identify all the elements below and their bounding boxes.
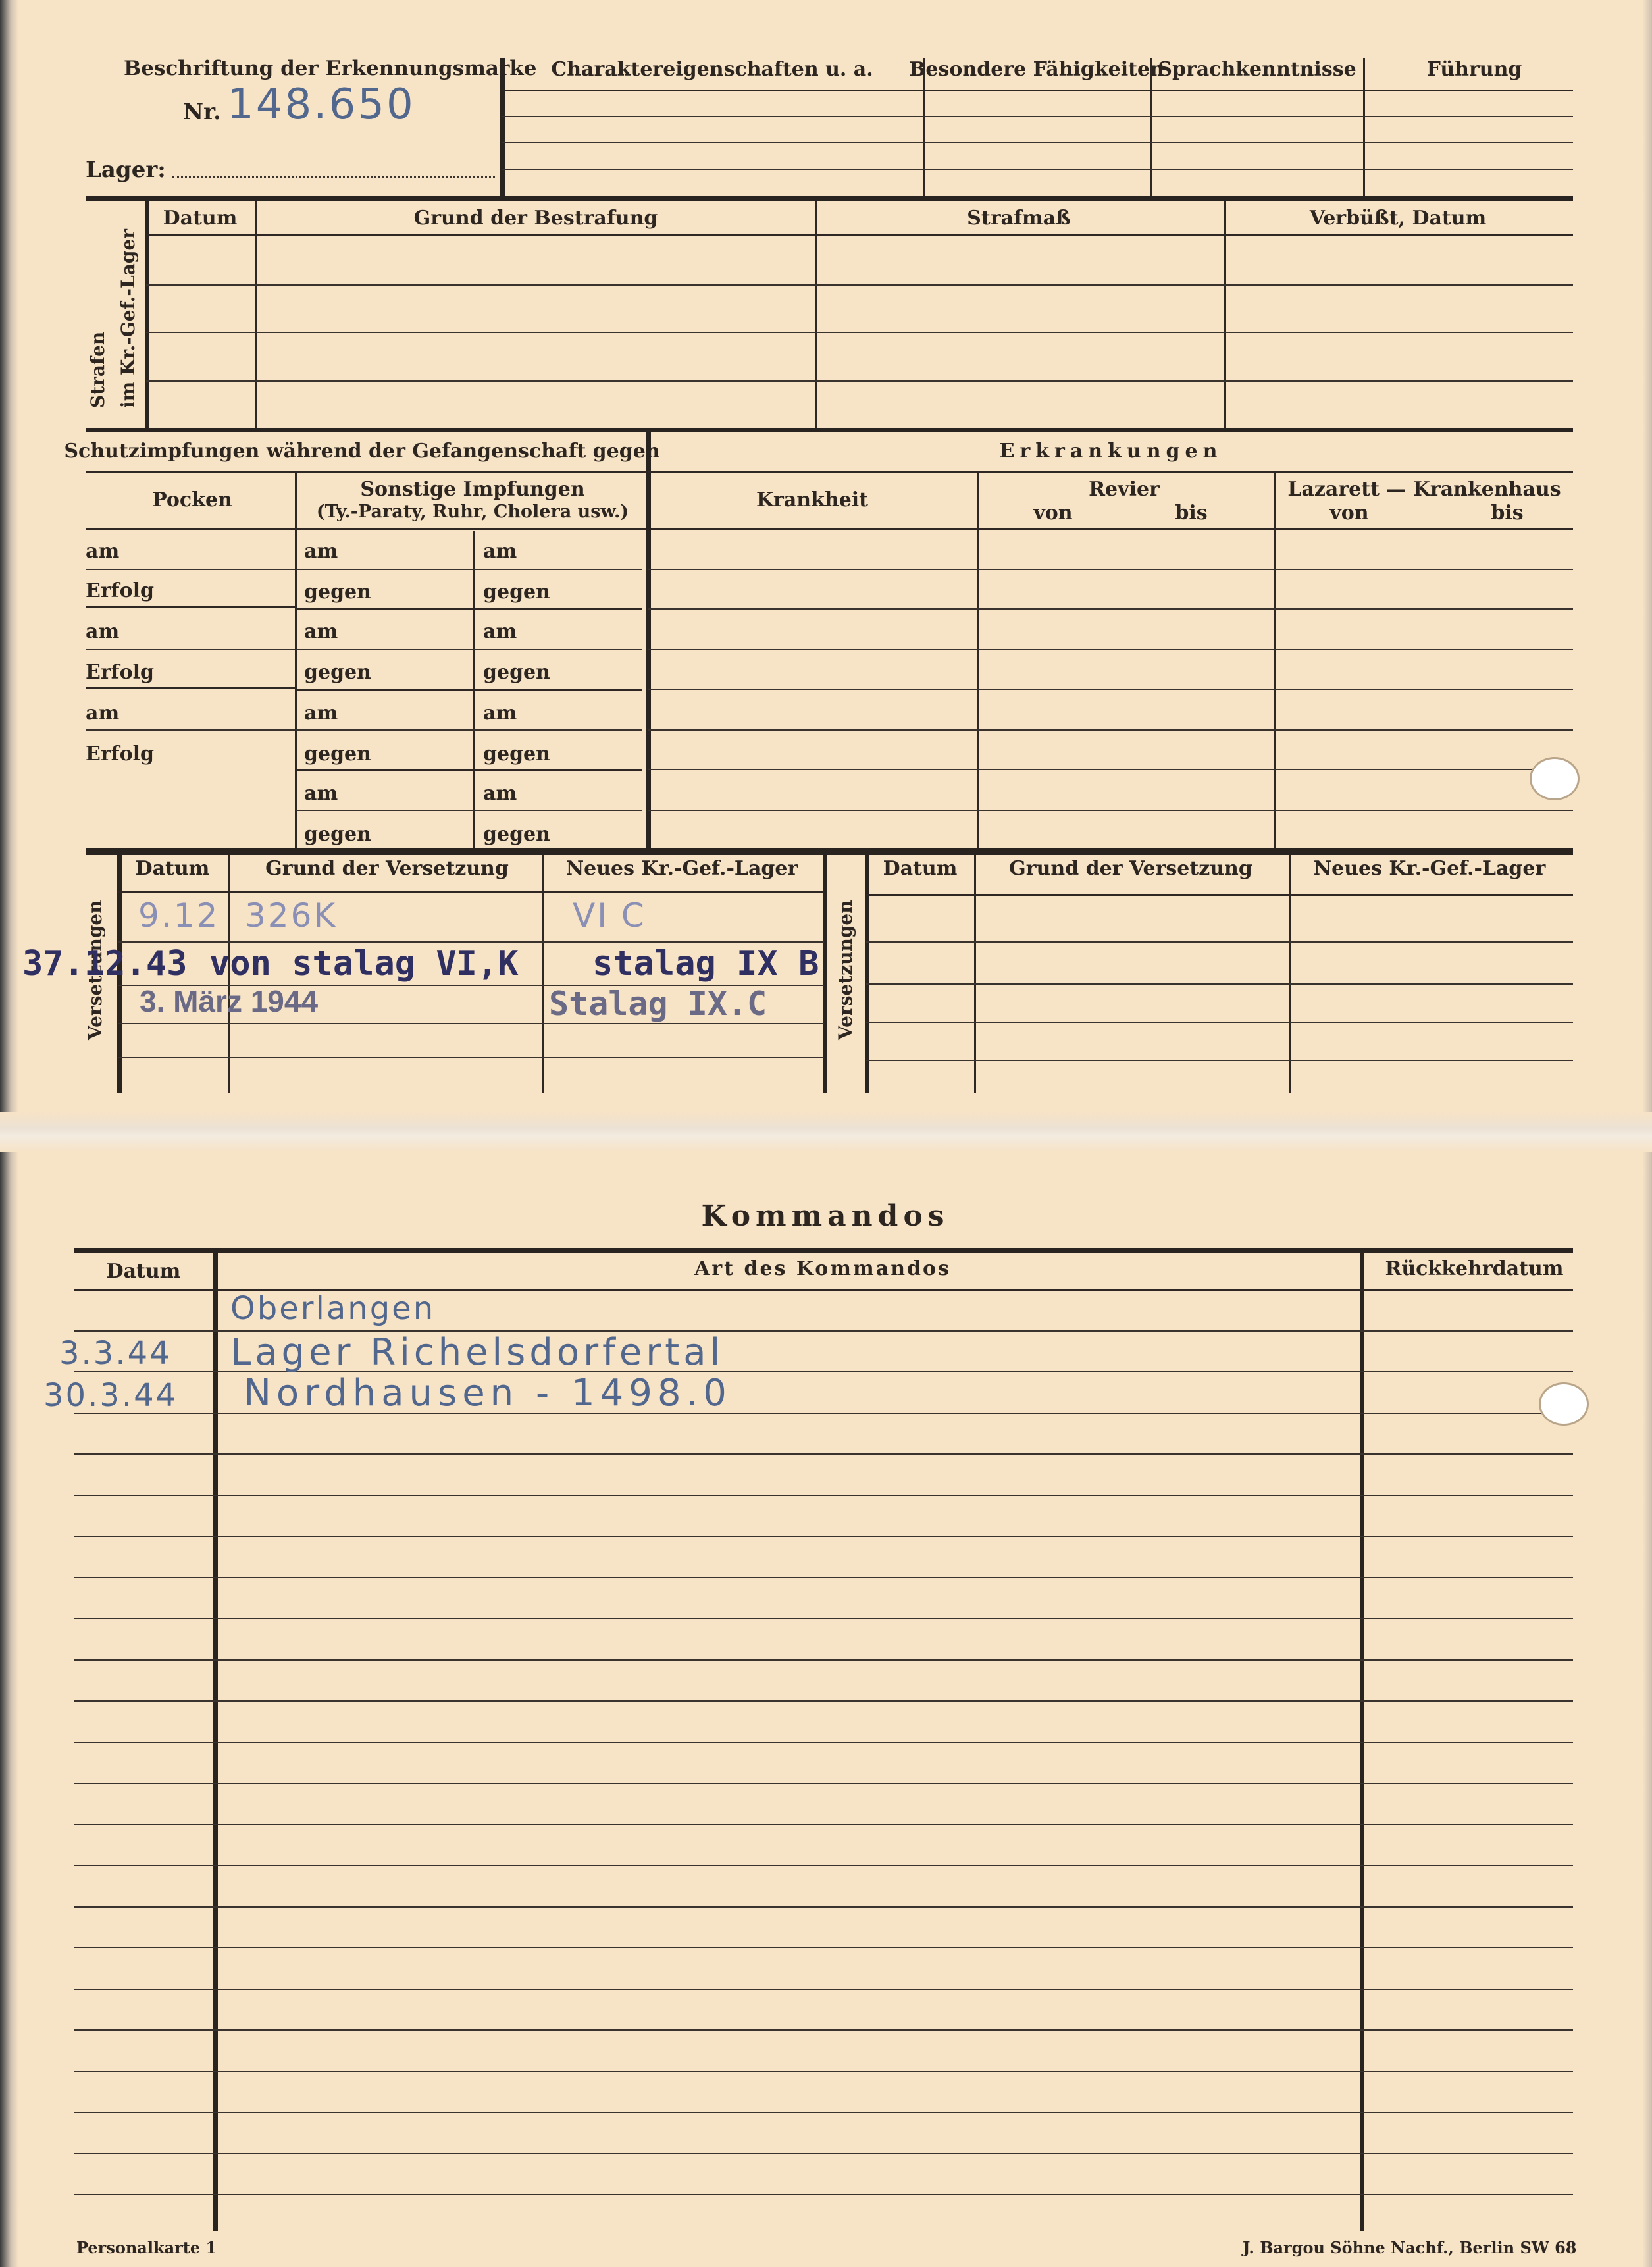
impfungen-header-line: [86, 528, 1573, 530]
versetzungen-col-line: [542, 850, 544, 1093]
col-krankheit: Krankheit: [756, 488, 869, 511]
versetzungen-side-label-right: Versetzungen: [835, 900, 856, 1040]
lager-dotted-line: [172, 176, 495, 178]
vers-col-datum-right: Datum: [883, 857, 958, 880]
row-line: [86, 729, 295, 731]
kommando-row-line: [74, 1495, 1573, 1496]
sonstige-row: gegen: [304, 581, 371, 604]
row-line: [118, 891, 824, 893]
row-line: [296, 689, 642, 691]
pocken-row: am: [86, 620, 120, 643]
sonstige-row: gegen: [304, 661, 371, 684]
col-pocken: Pocken: [152, 488, 232, 511]
erkrankungen-divider: [646, 429, 651, 848]
row-line: [118, 941, 824, 943]
kommando-row-line: [74, 2112, 1573, 2113]
row-line: [118, 1023, 824, 1024]
kommando-row-line: [74, 2153, 1573, 2154]
kommandos-top-border: [74, 1248, 1573, 1253]
strafen-col-verbuesst: Verbüßt, Datum: [1309, 207, 1487, 230]
marke-label: Beschriftung der Erkennungsmarke: [124, 57, 537, 80]
vers-col-lager-right: Neues Kr.-Gef.-Lager: [1313, 857, 1546, 880]
nr-label: Nr.: [183, 99, 221, 125]
row-line: [296, 769, 642, 771]
sonstige-row: am: [483, 540, 517, 563]
kommandos-title: Kommandos: [701, 1199, 950, 1233]
sonstige-row: gegen: [483, 743, 550, 766]
row-line: [296, 608, 642, 610]
header-row-line: [502, 90, 1573, 91]
stamp-text-1: von stalag VI,K: [209, 944, 519, 983]
kommando-datum: 30.3.44: [43, 1377, 178, 1414]
footer-left: Personalkarte 1: [76, 2238, 217, 2257]
row-line: [86, 649, 295, 650]
kommandos-col-art: Art des Kommandos: [694, 1257, 951, 1280]
section-border: [86, 196, 1573, 201]
row-line: [648, 810, 1573, 811]
strafen-col-grund: Grund der Bestrafung: [413, 207, 658, 230]
pocken-row: am: [86, 540, 120, 563]
row-line: [866, 1060, 1573, 1061]
kommando-row-line: [74, 2071, 1573, 2072]
row-line: [648, 729, 1573, 731]
kommando-row-line: [74, 1742, 1573, 1743]
sonstige-row: am: [304, 540, 338, 563]
strafen-row-line: [146, 284, 1573, 286]
row-line: [866, 894, 1573, 896]
strafen-row-line: [146, 234, 1573, 236]
fold-line: [0, 1112, 1652, 1152]
strafen-col-datum: Datum: [163, 207, 238, 230]
kommando-row-line: [74, 1783, 1573, 1784]
lager-label: Lager:: [86, 157, 166, 183]
strafen-side-label-1: Strafen: [87, 331, 109, 408]
kommandos-col-datum: Datum: [106, 1260, 181, 1283]
kommando-row-line: [74, 1536, 1573, 1537]
kommando-datum: 3.3.44: [59, 1335, 172, 1372]
erkrankungen-title: Erkrankungen: [999, 440, 1223, 463]
header-col-line: [1363, 58, 1365, 197]
vers-hand-lager: VI C: [573, 897, 646, 935]
col-fuehrung: Führung: [1426, 58, 1522, 81]
sonstige-row: gegen: [304, 743, 371, 766]
strafen-side-label-2: im Kr.-Gef.-Lager: [117, 228, 139, 408]
sonstige-row: am: [483, 702, 517, 725]
row-line: [296, 569, 642, 570]
row-line: [86, 569, 295, 570]
versetzungen-col-line: [974, 850, 976, 1093]
vers-col-lager-left: Neues Kr.-Gef.-Lager: [565, 857, 798, 880]
nr-value: 148.650: [227, 80, 415, 129]
kommando-art: Oberlangen: [230, 1290, 436, 1327]
sonstige-row: am: [304, 702, 338, 725]
sonstige-row: gegen: [304, 823, 371, 846]
header-row-line: [502, 116, 1573, 117]
pocken-row: Erfolg: [86, 661, 154, 684]
stamp-lager-1: stalag IX B: [592, 944, 819, 983]
section-border: [86, 850, 1573, 855]
row-line: [118, 1057, 824, 1058]
punch-hole: [1539, 1382, 1589, 1426]
col-revier: Revier: [1089, 478, 1160, 501]
versetzungen-col-line: [1289, 850, 1291, 1093]
pocken-row: Erfolg: [86, 579, 154, 602]
punch-hole: [1530, 757, 1580, 800]
row-line: [866, 983, 1573, 985]
sonstige-row: am: [304, 782, 338, 805]
row-line: [296, 810, 642, 811]
row-line: [648, 649, 1573, 650]
kommando-row-line: [74, 1577, 1573, 1578]
erkrankungen-title-line: [648, 471, 1573, 473]
sonstige-row: gegen: [483, 823, 550, 846]
strafen-col-strafmass: Strafmaß: [967, 207, 1071, 230]
kommando-art: Lager Richelsdorfertal: [230, 1331, 725, 1374]
stamp-date-1: 37.12.43: [22, 944, 188, 983]
row-line: [648, 569, 1573, 570]
kommando-row-line: [74, 1989, 1573, 1990]
header-divider: [500, 58, 505, 197]
stamp-date-2: 3. März 1944: [140, 984, 319, 1018]
row-line: [866, 1022, 1573, 1023]
kommando-row-line: [74, 2194, 1573, 2195]
col-lazarett: Lazarett — Krankenhaus: [1287, 478, 1561, 501]
pocken-row: am: [86, 702, 120, 725]
impfungen-title-line: [86, 471, 648, 473]
pocken-row: Erfolg: [86, 743, 154, 766]
row-line: [866, 941, 1573, 943]
strafen-row-line: [146, 380, 1573, 382]
kommando-row-line: [74, 1865, 1573, 1866]
kommando-row-line: [74, 1659, 1573, 1661]
stamp-lager-2: Stalag IX.C: [549, 985, 767, 1023]
section-border: [86, 428, 1573, 432]
kommandos-col-rueckkehr: Rückkehrdatum: [1385, 1257, 1564, 1280]
kommando-row-line: [74, 1947, 1573, 1948]
kommando-row-line: [74, 1453, 1573, 1455]
erkrankungen-col-line: [977, 473, 979, 848]
kommando-row-line: [74, 1618, 1573, 1619]
row-line: [648, 608, 1573, 610]
col-charakter: Charaktereigenschaften u. a.: [551, 58, 873, 81]
sonstige-row: am: [483, 782, 517, 805]
strafen-row-line: [146, 332, 1573, 333]
header-row-line: [502, 169, 1573, 170]
row-line: [86, 687, 295, 689]
vers-hand-grund: 326K: [245, 897, 338, 935]
kommando-art: Nordhausen - 1498.0: [244, 1372, 732, 1415]
col-sonstige-2: (Ty.-Paraty, Ruhr, Cholera usw.): [316, 502, 629, 522]
sonstige-row: gegen: [483, 661, 550, 684]
col-sonstige-1: Sonstige Impfungen: [360, 478, 585, 501]
revier-bis: bis: [1175, 502, 1208, 525]
row-line: [296, 649, 642, 650]
footer-right: J. Bargou Söhne Nachf., Berlin SW 68: [1243, 2238, 1577, 2257]
lazarett-von: von: [1329, 502, 1369, 525]
row-line: [86, 606, 295, 608]
sonstige-row: am: [304, 620, 338, 643]
erkrankungen-col-line: [1274, 473, 1276, 848]
col-sprachen: Sprachkenntnisse: [1158, 58, 1356, 81]
vers-col-grund-right: Grund der Versetzung: [1009, 857, 1252, 880]
row-line: [648, 689, 1573, 690]
kommando-row-line: [74, 1824, 1573, 1825]
vers-col-datum-left: Datum: [135, 857, 210, 880]
sonstige-row: gegen: [483, 581, 550, 604]
versetzungen-col-line: [823, 850, 827, 1093]
row-line: [648, 769, 1573, 770]
revier-von: von: [1033, 502, 1073, 525]
kommando-row-line: [74, 1906, 1573, 1908]
sonstige-row: am: [483, 620, 517, 643]
row-line: [296, 729, 642, 731]
header-row-line: [502, 142, 1573, 143]
col-faehigkeiten: Besondere Fähigkeiten: [909, 58, 1164, 81]
impfungen-title: Schutzimpfungen während der Gefangenschaft gegen: [64, 440, 660, 463]
vers-col-grund-left: Grund der Versetzung: [265, 857, 509, 880]
versetzungen-col-line: [865, 850, 869, 1093]
kommando-row-line: [74, 1700, 1573, 1702]
vers-hand-datum: 9.12: [138, 897, 220, 935]
versetzungen-side-label-left: Versetzungen: [84, 900, 106, 1040]
kommando-row-line: [74, 2029, 1573, 2031]
lazarett-bis: bis: [1491, 502, 1524, 525]
